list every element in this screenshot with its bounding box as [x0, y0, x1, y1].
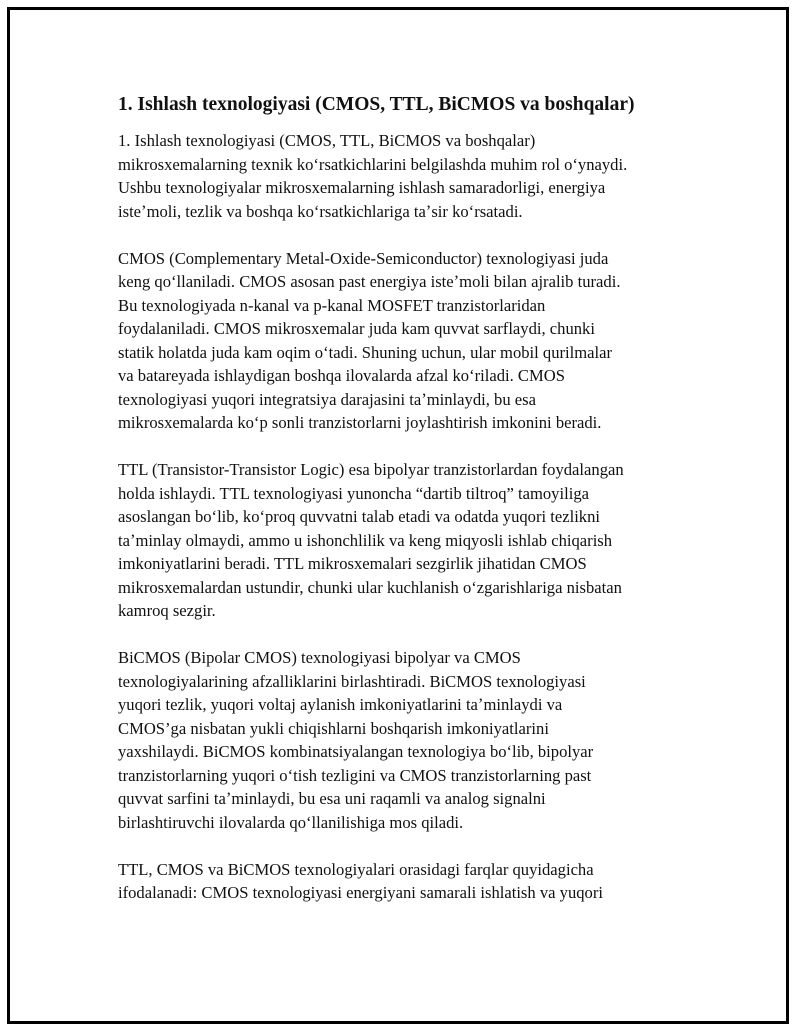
paragraph	[118, 646, 688, 834]
text-line: Ushbu texnologiyalar mikrosxemalarning ishlash samaradorligi, energiya	[118, 178, 606, 197]
text-line: birlashtiruvchi ilovalarda qoʻllanilishiga mos qiladi.	[118, 812, 464, 832]
text-line: ifodalanadi: CMOS texnologiyasi energiyani samarali ishlatish va yuqori	[118, 883, 603, 902]
paragraph	[118, 247, 688, 435]
text-line: imkoniyatlarini beradi. TTL mikrosxemalari sezgirlik jihatidan CMOS	[118, 554, 587, 573]
paragraph	[118, 858, 688, 905]
text-line: mikrosxemalarning texnik koʻrsatkichlarini belgilashda muhim rol oʻynaydi.	[118, 154, 628, 174]
paragraph	[118, 458, 688, 623]
paragraphs-container	[118, 129, 688, 905]
text-line: yuqori tezlik, yuqori voltaj aylanish imkoniyatlarini taʼminlaydi va	[118, 695, 563, 714]
text-line: statik holatda juda kam oqim oʻtadi. Shuning uchun, ular mobil qurilmalar	[118, 342, 613, 362]
text-line: asoslangan boʻlib, koʻproq quvvatni talab etadi va odatda yuqori tezlikni	[118, 507, 601, 526]
text-line: keng qoʻllaniladi. CMOS asosan past energiya isteʼmoli bilan ajralib turadi.	[118, 272, 621, 291]
document-body	[118, 92, 688, 928]
text-line: mikrosxemalarda koʻp sonli tranzistorlarni joylashtirish imkonini beradi.	[118, 413, 602, 432]
text-line: CMOS (Complementary Metal-Oxide-Semiconductor) texnologiyasi juda	[118, 248, 609, 268]
text-line: CMOS’ga nisbatan yukli chiqishlarni boshqarish imkoniyatlarini	[118, 718, 549, 738]
text-line: tranzistorlarning yuqori oʻtish tezligini va CMOS tranzistorlarning past	[118, 765, 592, 785]
text-line: va batareyada ishlaydigan boshqa ilovalarda afzal koʻriladi. CMOS	[118, 366, 565, 385]
text-line: yaxshilaydi. BiCMOS kombinatsiyalangan texnologiya boʻlib, bipolyar	[118, 742, 594, 761]
text-line: TTL (Transistor-Transistor Logic) esa bipolyar tranzistorlardan foydalangan	[118, 460, 624, 479]
text-line: quvvat sarfini taʼminlaydi, bu esa uni raqamli va analog signalni	[118, 789, 546, 808]
text-line: Bu texnologiyada n-kanal va p-kanal MOSFET tranzistorlaridan	[118, 295, 546, 315]
text-line: mikrosxemalardan ustundir, chunki ular kuchlanish oʻzgarishlariga nisbatan	[118, 577, 622, 597]
document-title: 1. Ishlash texnologiyasi (CMOS, TTL, BiCMOS va boshqalar)	[118, 94, 635, 115]
text-line: kamroq sezgir.	[118, 601, 216, 620]
text-line: TTL, CMOS va BiCMOS texnologiyalari orasidagi farqlar quyidagicha	[118, 859, 594, 879]
text-line: isteʼmoli, tezlik va boshqa koʻrsatkichlariga taʼsir koʻrsatadi.	[118, 201, 523, 221]
paragraph	[118, 129, 688, 223]
text-line: texnologiyasi yuqori integratsiya darajasini taʼminlaydi, bu esa	[118, 389, 536, 409]
text-line: holda ishlaydi. TTL texnologiyasi yunoncha “dartib tiltroq” tamoyiliga	[118, 483, 589, 503]
text-line: foydalaniladi. CMOS mikrosxemalar juda kam quvvat sarflaydi, chunki	[118, 319, 595, 338]
text-line: BiCMOS (Bipolar CMOS) texnologiyasi bipolyar va CMOS	[118, 648, 521, 667]
text-line: texnologiyalarining afzalliklarini birlashtiradi. BiCMOS texnologiyasi	[118, 671, 586, 691]
text-line: 1. Ishlash texnologiyasi (CMOS, TTL, BiCMOS va boshqalar)	[118, 131, 536, 150]
text-line: taʼminlay olmaydi, ammo u ishonchlilik va keng miqyosli ishlab chiqarish	[118, 530, 613, 550]
